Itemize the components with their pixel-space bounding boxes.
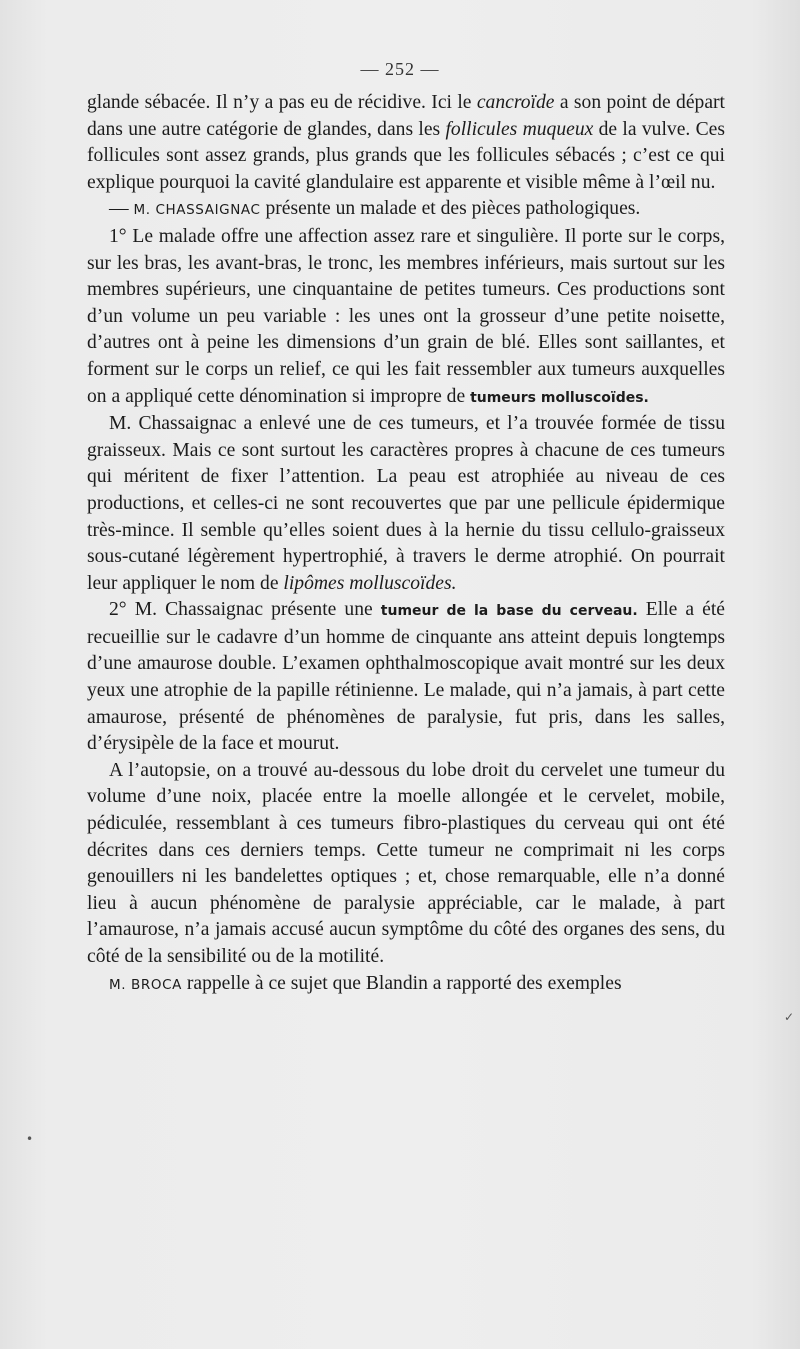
p7-text: rappelle à ce sujet que Blandin a rapporté des exemples	[181, 972, 622, 994]
p3-text: 1° Le malade offre une affection assez rare et singulière. Il porte sur le corps, sur les bras, les avant-bras, le tronc, les membres inférieurs, mais surtout sur les membres supérieurs, une cinquantaine de petites tumeurs. Ces productions sont d’un volume un peu variable : les unes ont la grosseur d’une petite noisette, d’autres ont à peine les dimensions d’un grain de blé. Elles sont saillantes, et forment sur le corps un relief, ce qui les fait ressembler aux tumeurs auxquelles on a appliqué cette dénomination si impropre de	[87, 225, 725, 407]
p4-text: M. Chassaignac a enlevé une de ces tumeurs, et l’a trouvée formée de tissu graisseux. Mais ce sont surtout les caractères propres à chacune de ces tumeurs qui méritent de fixer l’attention. La peau est atrophiée au niveau de ces productions, et celles-ci ne sont recouvertes que par une pellicule épidermique très-mince. Il semble qu’elles soient dues à la hernie du tissu cellulo-graisseux sous-cutané légèrement hypertrophié, à travers le derme atrophié. On pourrait leur appliquer le nom de	[87, 413, 725, 594]
p1-text-2: a son point de départ dans une autre catégorie de glandes, dans les	[87, 92, 726, 140]
p1-text-1: glande sébacée. Il n’y a pas eu de récidive. Ici le	[87, 92, 477, 113]
speaker-chassaignac: M. CHASSAIGNAC	[133, 202, 261, 219]
margin-dot: •	[26, 1132, 34, 1146]
body-text	[87, 90, 725, 998]
paragraph-4	[87, 411, 725, 597]
p4-italic: lipômes molluscoïdes.	[283, 572, 457, 594]
p1-italic-1: cancroïde	[476, 92, 555, 113]
page-number: — 252 —	[360, 59, 440, 79]
p3-emphasis: tumeurs molluscoïdes.	[470, 389, 649, 406]
p1-text-3: de la vulve. Ces follicules sont assez grands, plus grands que les follicules sébacés ; c’est ce qui explique pourquoi la cavité glandulaire est apparente et visible même à l’œil nu.	[87, 118, 725, 193]
p2-text: présente un malade et des pièces pathologiques.	[260, 198, 641, 220]
paragraph-6	[87, 758, 725, 971]
p2-dash: —	[109, 198, 134, 220]
p5-text-2: Elle a été recueillie sur le cadavre d’un homme de cinquante ans atteint depuis longtemps d’une amaurose double. L’examen ophthalmoscopique avait montré sur les deux yeux une atrophie de la papille rétinienne. Le malade, qui n’a jamais, à part cette amaurose, présenté de phénomènes de paralysie, fut pris, dans les salles, d’érysipèle de la face et mourut.	[87, 599, 725, 755]
p6-text: A l’autopsie, on a trouvé au-dessous du lobe droit du cervelet une tumeur du volume d’une noix, placée entre la moelle allongée et le cervelet, mobile, pédiculée, ressemblant à ces tumeurs fibro-plastiques du cerveau qui ont été décrites dans ces derniers temps. Cette tumeur ne comprimait ni les corps genouillers ni les bandelettes optiques ; et, chose remarquable, elle n’a donné lieu à aucun phénomène de paralysie appréciable, car le malade, à part l’amaurose, n’a jamais accusé aucun symptôme du côté des organes des sens, du côté de la sensibilité ou de la motilité.	[87, 759, 725, 967]
speaker-broca: M. BROCA	[109, 976, 182, 993]
p5-text-1: 2° M. Chassaignac présente une	[109, 599, 381, 621]
paragraph-3	[87, 224, 725, 411]
paragraph-7	[87, 971, 725, 999]
p1-italic-2: follicules muqueux	[445, 118, 594, 140]
margin-mark: ✓	[784, 1010, 795, 1024]
paragraph-2	[87, 196, 725, 224]
p5-emphasis: tumeur de la base du cerveau.	[380, 603, 638, 620]
paragraph-5	[87, 597, 725, 758]
paragraph-1	[87, 90, 725, 196]
